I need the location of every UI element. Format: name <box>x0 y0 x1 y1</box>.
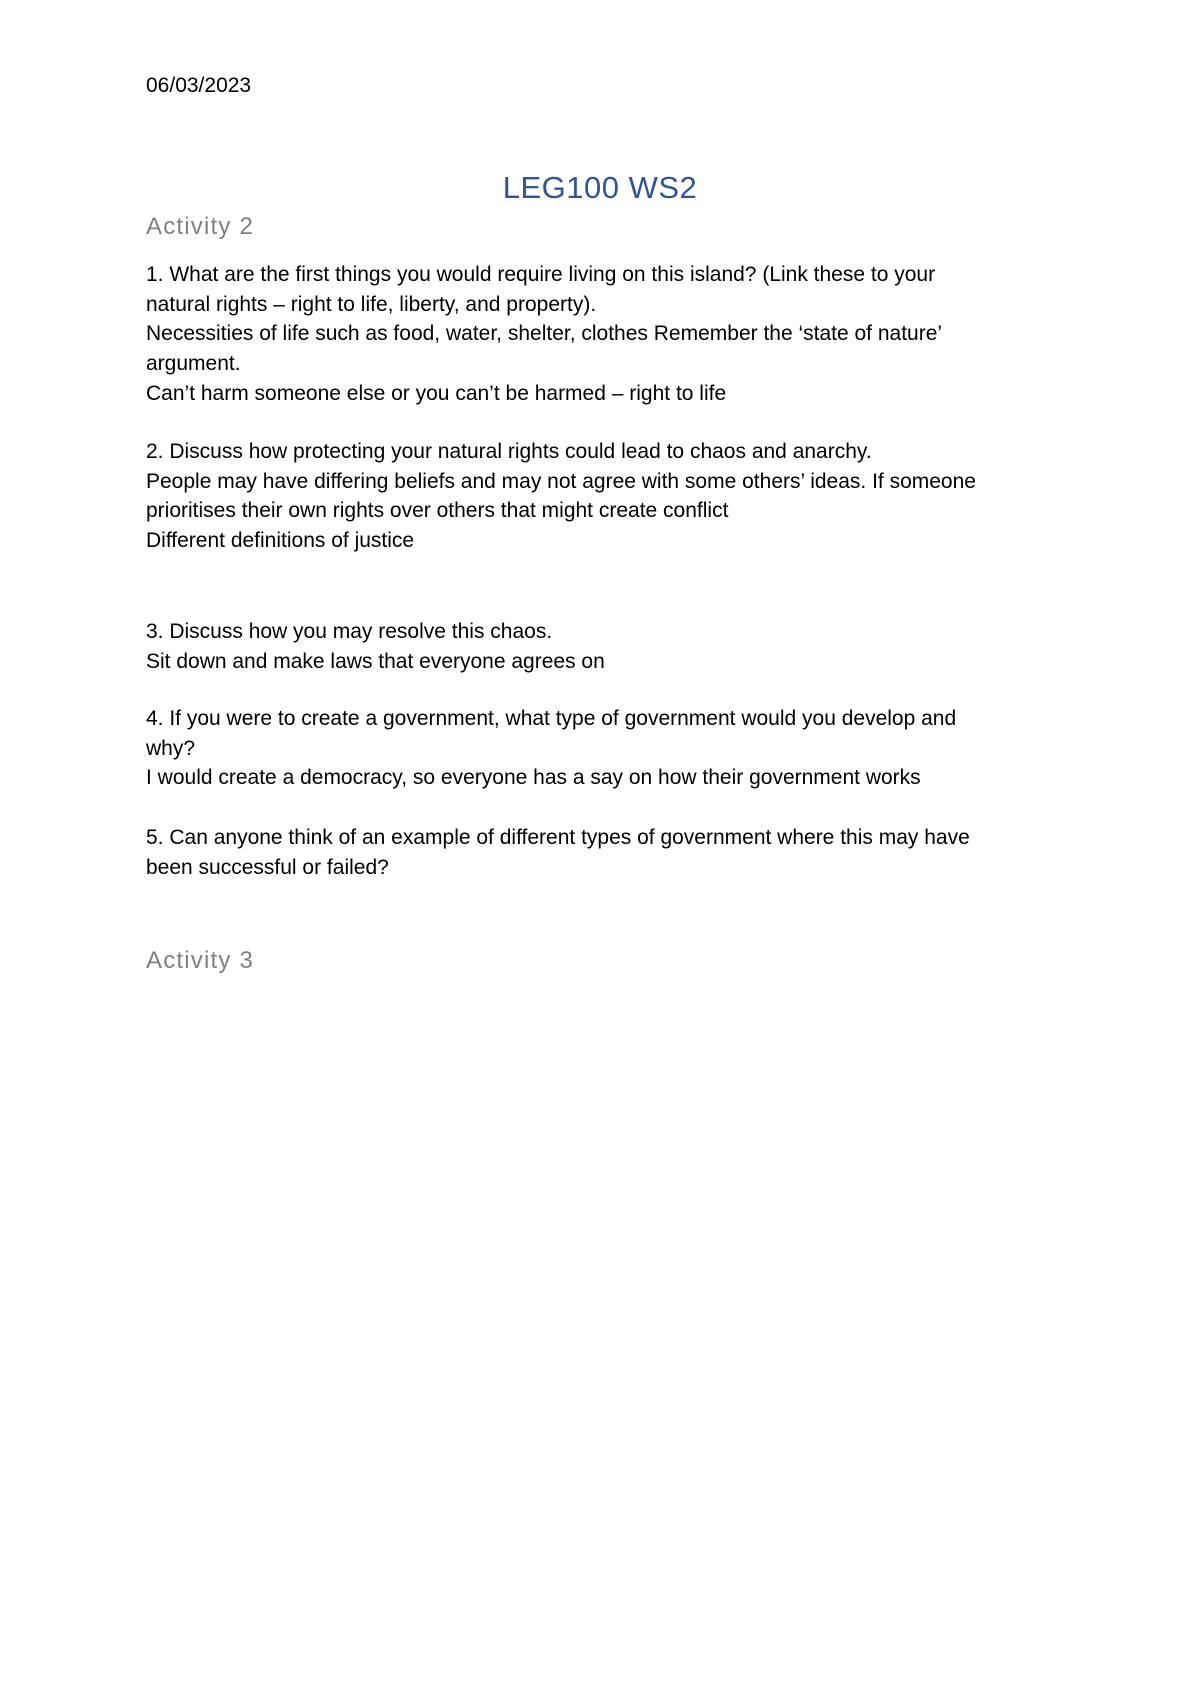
question-4-text: 4. If you were to create a government, what type of government would you develop and <box>146 707 957 730</box>
question-1-text: 1. What are the first things you would require living on this island? (Link these to your <box>146 263 936 286</box>
document-title: LEG100 WS2 <box>502 170 698 205</box>
answer-4-line: I would create a democracy, so everyone has a say on how their government works <box>146 766 921 790</box>
answer-3-line: Sit down and make laws that everyone agrees on <box>146 649 605 673</box>
answer-1-line: Can’t harm someone else or you can’t be harmed – right to life <box>146 381 727 405</box>
question-1-text-continued: natural rights – right to life, liberty, and property). <box>146 292 597 316</box>
answer-2-line: Different definitions of justice <box>146 529 415 553</box>
question-5-block <box>146 823 1046 882</box>
question-2-block <box>146 437 1046 556</box>
question-5-text-continued: been successful or failed? <box>146 855 389 879</box>
question-4-block <box>146 704 1046 793</box>
question-2-text: 2. Discuss how protecting your natural rights could lead to chaos and anarchy. <box>146 440 872 463</box>
question-3-text: 3. Discuss how you may resolve this chaos. <box>146 620 553 643</box>
document-date: 06/03/2023 <box>146 74 252 97</box>
answer-2-line: prioritises their own rights over others that might create conflict <box>146 499 729 523</box>
answer-2-line: People may have differing beliefs and may not agree with some others’ ideas. If someone <box>146 469 976 493</box>
question-4-text-continued: why? <box>146 736 196 760</box>
question-1-block <box>146 260 1046 409</box>
activity-2-heading: Activity 2 <box>146 213 255 240</box>
answer-1-line: argument. <box>146 352 241 376</box>
activity-3-heading: Activity 3 <box>146 947 255 974</box>
question-5-text: 5. Can anyone think of an example of different types of government where this may have <box>146 826 970 849</box>
answer-1-line: Necessities of life such as food, water, shelter, clothes Remember the ‘state of nature’ <box>146 322 943 346</box>
question-3-block <box>146 617 1046 676</box>
